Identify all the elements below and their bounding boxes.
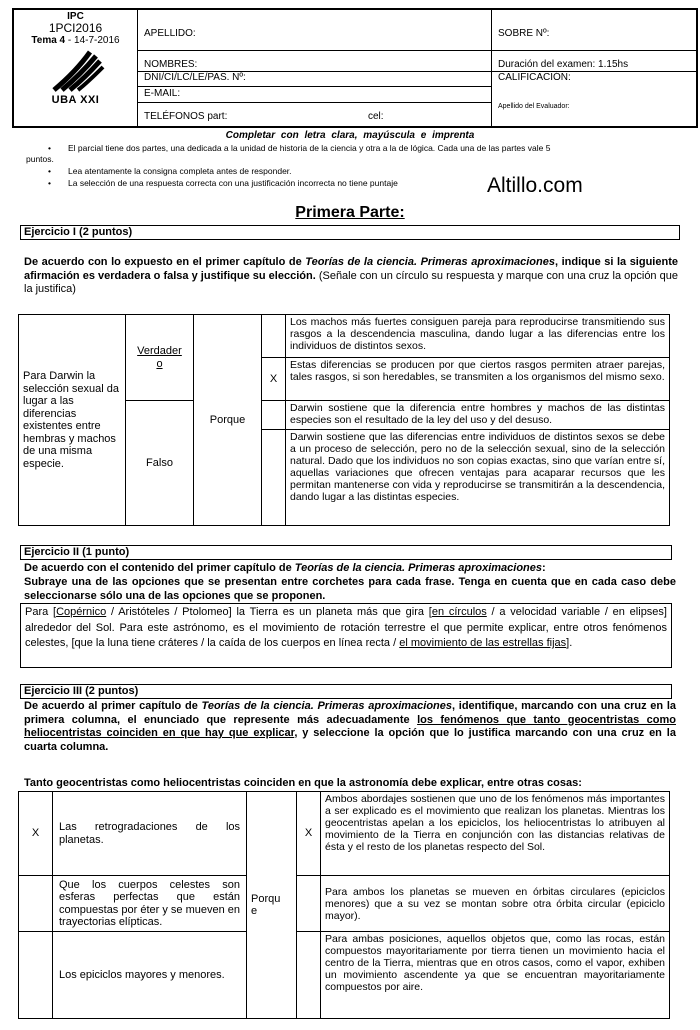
ej1-mark-3[interactable]: [262, 401, 286, 430]
telefonos-field[interactable]: TELÉFONOS part:: [144, 111, 228, 122]
option-falso[interactable]: Falso: [126, 401, 194, 526]
ej3-option-2: Para ambos los planetas se mueven en órbitas circulares (epiciclos menores) que a su vez se montan sobre otra órbita circular (epiciclo mayor).: [321, 876, 670, 932]
ej3-statement-1: Las retrogradaciones de los planetas.: [53, 792, 247, 876]
ej1-prompt: De acuerdo con lo expuesto en el primer capítulo de Teorías de la ciencia. Primeras aproximaciones, indique si la siguiente afirmación es verdadera o falsa y justifique su elección. (Señale con un círculo su respuesta y marque con una cruz la opción que la justifica): [24, 256, 678, 295]
ej3-mark-1[interactable]: X: [19, 792, 53, 876]
ej1-option-3: Darwin sostiene que la diferencia entre hombres y machos de las distintas especies son el resultado de la ley del uso y del desuso.: [286, 401, 670, 430]
uba-logo-icon: [46, 50, 106, 94]
instruction-3: La selección de una respuesta correcta con una justificación incorrecta no tiene puntaje: [68, 178, 398, 188]
cel-field[interactable]: cel:: [368, 111, 384, 122]
ej1-option-2: Estas diferencias se producen por que ciertos rasgos permiten atraer parejas, tales rasgos, si son heredables, se transmiten a los organismos del mismo sexo.: [286, 358, 670, 401]
ej3-statement-3: Los epiciclos mayores y menores.: [53, 932, 247, 1019]
ej2-prompt-1: De acuerdo con el contenido del primer capítulo de Teorías de la ciencia. Primeras aproximaciones:: [24, 562, 546, 574]
underlined-choice-2[interactable]: en círculos: [431, 606, 487, 618]
duracion-label: Duración del examen: 1.15hs: [498, 59, 629, 70]
ej3-lead: Tanto geocentristas como heliocentristas coinciden en que la astronomía debe explicar, entre otras cosas:: [24, 777, 582, 789]
evaluador-field: Apellido del Evaluador:: [498, 103, 570, 110]
nombres-field[interactable]: NOMBRES:: [144, 59, 198, 70]
underlined-choice-1[interactable]: Copérnico: [56, 606, 107, 618]
ej1-table: [18, 314, 670, 526]
tema-line: Tema 4 - 14-7-2016: [31, 35, 120, 46]
logo-text: UBA XXI: [51, 94, 100, 106]
watermark: Altillo.com: [487, 174, 583, 197]
calificacion-field: CALIFICACIÓN:: [498, 72, 571, 83]
ej1-mark-4[interactable]: [262, 430, 286, 526]
ej2-title: Ejercicio II (1 punto): [20, 545, 672, 560]
ej3-option-3: Para ambas posiciones, aquellos objetos que, como las rocas, están compuestos mayoritariamente por tierra tienen un movimiento hacia el centro de la Tierra, mientras que en otros casos, como el vapor, exhiben un movimiento ascendente ya que se encuentran mayoritariamente compuestos por aire.: [321, 932, 670, 1019]
ej1-option-1: Los machos más fuertes consiguen pareja para reproducirse transmitiendo sus rasgos a la descendencia masculina, dando lugar a las diferencias entre los individuos de distintos sexos.: [286, 315, 670, 358]
apellido-field[interactable]: APELLIDO:: [144, 28, 196, 39]
ej1-option-4: Darwin sostiene que las diferencias entre individuos de distintos sexos se debe a un proceso de selección, pero no de la selección sexual, sino de la selección natural. Dado que los individuos no son copias exactas, sino que varían entre sí, aquellas variaciones que ofrecen ventajas para acaparar recursos que les permitan mantenerse con vida y reproducirse se transmitirán a la descendencia, dando lugar a las distintas especies.: [286, 430, 670, 526]
bullet-dot: •: [48, 166, 51, 176]
bullet-dot: •: [48, 178, 51, 188]
ej3-table: [18, 791, 670, 1019]
exam-code: 1PCI2016: [48, 21, 103, 35]
ej3-prompt: De acuerdo al primer capítulo de Teorías de la ciencia. Primeras aproximaciones, identifique, marcando con una cruz en la primera columna, el enunciado que represente más adecuadamente los fenómenos que tanto geocentristas como heliocentristas coinciden en que hay que explicar, y seleccione la opción que lo justifica marcando con una cruz en la cuarta columna.: [24, 700, 677, 753]
header-admin-fields: [492, 10, 696, 126]
ej3-statement-2: Que los cuerpos celestes son esferas perfectas que están compuestas por éter y se mueven en trayectorias elípticas.: [53, 876, 247, 932]
ej3-mark-2[interactable]: [19, 876, 53, 932]
ej1-mark-2[interactable]: X: [262, 358, 286, 401]
instruction-1-cont: puntos.: [26, 154, 54, 164]
exam-header: [12, 8, 698, 128]
ej3-mark-3[interactable]: [19, 932, 53, 1019]
underlined-choice-3[interactable]: el movimiento de las estrellas fijas: [399, 637, 567, 649]
header-logo-block: [14, 10, 138, 126]
ej1-porque: Porque: [194, 315, 262, 526]
part-title: Primera Parte:: [295, 204, 405, 221]
org-label: IPC: [67, 11, 84, 22]
sobre-field: SOBRE Nº:: [498, 28, 550, 39]
dni-field[interactable]: DNI/CI/LC/LE/PAS. Nº:: [144, 72, 246, 83]
instruction-2: Lea atentamente la consigna completa antes de responder.: [68, 166, 292, 176]
ej1-statement: Para Darwin la selección sexual da lugar a las diferencias existentes entre hembras y machos de una misma especie.: [19, 315, 126, 526]
header-student-fields: [138, 10, 492, 126]
ej3-porque: Porqu e: [247, 792, 297, 1019]
email-field[interactable]: E-MAIL:: [144, 88, 181, 99]
ej3-title: Ejercicio III (2 puntos): [20, 684, 672, 699]
ej3-option-mark-2[interactable]: [297, 876, 321, 932]
ej1-mark-1[interactable]: [262, 315, 286, 358]
ej1-title: Ejercicio I (2 puntos): [20, 225, 680, 240]
instruction-1: El parcial tiene dos partes, una dedicada a la unidad de historia de la ciencia y otra a la de lógica. Cada una de las partes vale 5: [68, 143, 551, 153]
ej2-prompt-2: Subraye una de las opciones que se presentan entre corchetes para cada frase. Tenga en cuenta que en cada caso debe seleccionarse sólo una de las opciones que se proponen.: [24, 576, 676, 602]
ej3-option-mark-1[interactable]: X: [297, 792, 321, 876]
ej3-option-1: Ambos abordajes sostienen que uno de los fenómenos más importantes a ser explicado es el movimiento que realizan los planetas. Mientras los geocentristas apelan a los epiciclos, los heliocentristas lo atribuyen al movimiento de la Tierra en conjunción con las distancias relativas de ésta y el resto de los planetas respecto del Sol.: [321, 792, 670, 876]
bullet-dot: •: [48, 143, 51, 153]
ej3-option-mark-3[interactable]: [297, 932, 321, 1019]
ej2-text-box: Para [Copérnico / Aristóteles / Ptolomeo] la Tierra es un planeta más que gira [en círculos / a velocidad variable / en elipses] alrededor del Sol. Para este astrónomo, es el movimiento de rotación terrestre el que permite explicar, entre otros fenómenos celestes, [que la luna tiene cráteres / la caída de los cuerpos en línea recta / el movimiento de las estrellas fijas].: [20, 603, 672, 668]
complete-instruction: Completar con letra clara, mayúscula e imprenta: [225, 130, 475, 141]
option-verdadero[interactable]: Verdader o: [126, 315, 194, 401]
